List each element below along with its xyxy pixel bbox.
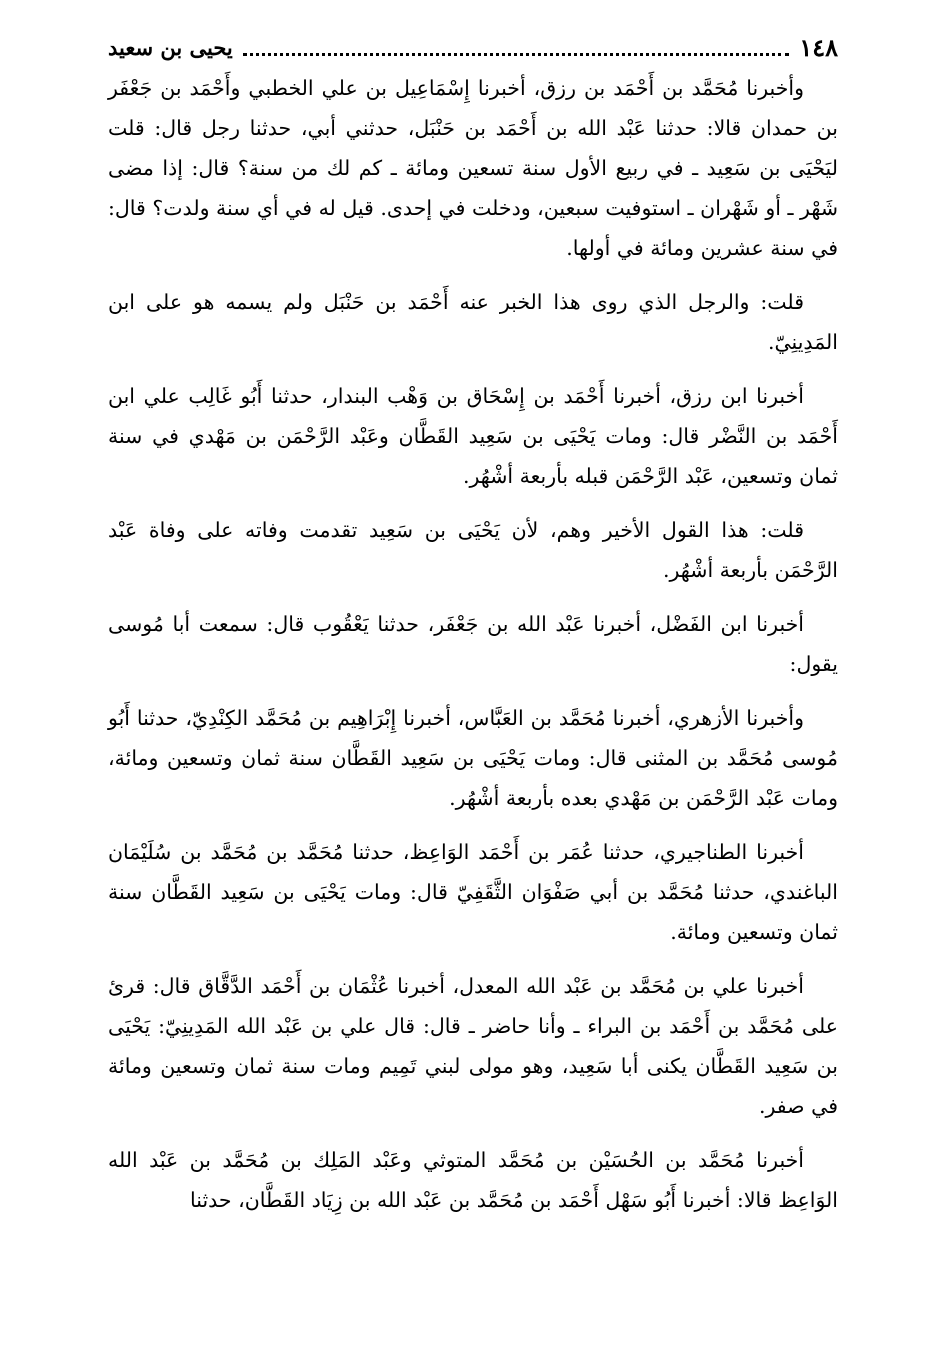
page-body <box>108 68 838 1220</box>
paragraph: أخبرنا علي بن مُحَمَّد بن عَبْد الله المعدل، أخبرنا عُثْمَان بن أَحْمَد الدَّقَّاق قال: قرئ على مُحَمَّد بن أَحْمَد بن البراء ـ وأنا حاضر ـ قال: قال علي بن عَبْد الله المَدِينِيّ: يَحْيَى بن سَعِيد القَطَّان يكنى أبا سَعِيد، وهو مولى لبني تَمِيم ومات سنة ثمان وتسعين ومائة في صفر. <box>108 974 838 1118</box>
page-number: ١٤٨ <box>799 32 838 62</box>
header-dotted-leader <box>243 39 790 56</box>
paragraph: وأخبرنا الأزهري، أخبرنا مُحَمَّد بن العَبَّاس، أخبرنا إِبْرَاهِيم بن مُحَمَّد الكِنْدِيّ، حدثنا أَبُو مُوسى مُحَمَّد بن المثنى قال: ومات يَحْيَى بن سَعِيد القَطَّان سنة ثمان وتسعين ومائة، ومات عَبْد الرَّحْمَن بن مَهْدي بعده بأربعة أشْهُر. <box>108 706 838 810</box>
paragraph: أخبرنا مُحَمَّد بن الحُسَيْن بن مُحَمَّد المتوثي وعَبْد المَلِك بن مُحَمَّد بن عَبْد الله الوَاعِظ قالا: أخبرنا أَبُو سَهْل أَحْمَد بن مُحَمَّد بن عَبْد الله بن زِيَاد القَطَّان، حدثنا <box>108 1148 838 1212</box>
paragraph: قلت: والرجل الذي روى هذا الخبر عنه أَحْمَد بن حَنْبَل ولم يسمه هو على ابن المَدِينِيّ. <box>108 290 838 354</box>
paragraph: قلت: هذا القول الأخير وهم، لأن يَحْيَى بن سَعِيد تقدمت وفاته على وفاة عَبْد الرَّحْمَن بأربعة أشْهُر. <box>108 518 838 582</box>
book-page <box>108 30 838 1234</box>
paragraph: أخبرنا ابن رزق، أخبرنا أَحْمَد بن إِسْحَاق بن وَهْب البندار، حدثنا أَبُو غَالِب علي ابن أَحْمَد بن النَّضْر قال: ومات يَحْيَى بن سَعِيد القَطَّان وعَبْد الرَّحْمَن بن مَهْدي في سنة ثمان وتسعين، عَبْد الرَّحْمَن قبله بأربعة أشْهُر. <box>108 384 838 488</box>
page-header <box>108 30 838 64</box>
running-title: يحيى بن سعيد <box>108 34 233 60</box>
paragraph: أخبرنا ابن الفَضْل، أخبرنا عَبْد الله بن جَعْفَر، حدثنا يَعْقُوب قال: سمعت أبا مُوسى يقول: <box>108 612 838 676</box>
paragraph: أخبرنا الطناجيري، حدثنا عُمَر بن أَحْمَد الوَاعِظ، حدثنا مُحَمَّد بن مُحَمَّد بن سُلَيْمَان الباغندي، حدثنا مُحَمَّد بن أبي صَفْوَان الثَّقَفِيّ قال: ومات يَحْيَى بن سَعِيد القَطَّان سنة ثمان وتسعين ومائة. <box>108 840 838 944</box>
paragraph: وأخبرنا مُحَمَّد بن أَحْمَد بن رزق، أخبرنا إِسْمَاعِيل بن علي الخطبي وأَحْمَد بن جَعْفَر بن حمدان قالا: حدثنا عَبْد الله بن أَحْمَد بن حَنْبَل، حدثني أبي، حدثنا رجل قال: قلت ليَحْيَى بن سَعِيد ـ في ربيع الأول سنة تسعين ومائة ـ كم لك من سنة؟ قال: إذا مضى شَهْر ـ أو شَهْران ـ استوفيت سبعين، ودخلت في إحدى. قيل له في أي سنة ولدت؟ قال: في سنة عشرين ومائة في أولها. <box>108 76 838 260</box>
